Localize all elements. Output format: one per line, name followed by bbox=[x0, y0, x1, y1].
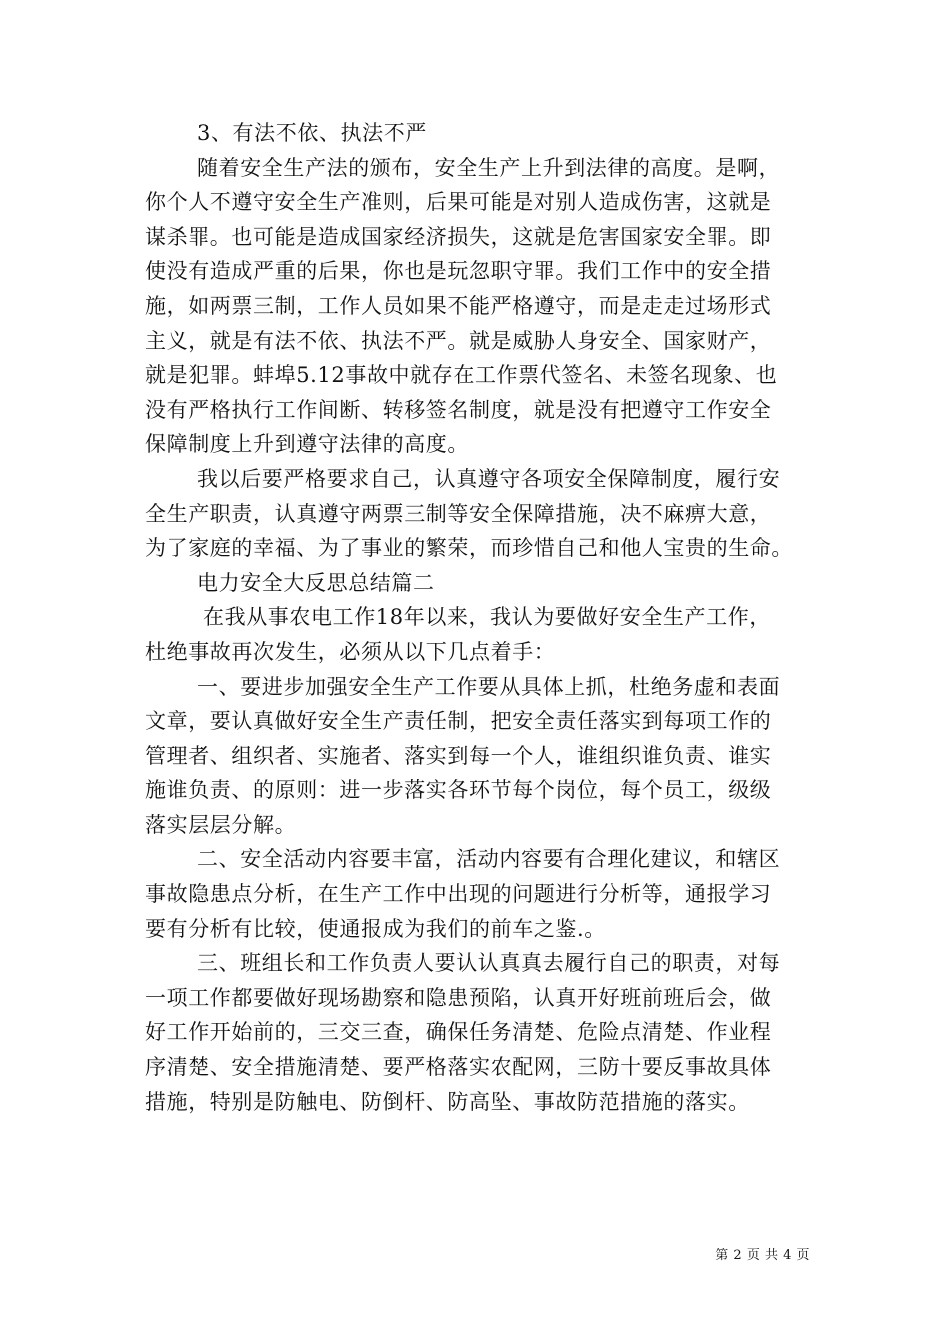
text-line: 序清楚、安全措施清楚、要严格落实农配网，三防十要反事故具体 bbox=[145, 1055, 772, 1080]
text-line: 一、要进步加强安全生产工作要从具体上抓，杜绝务虚和表面 bbox=[197, 674, 781, 699]
text-line: 二、安全活动内容要丰富，活动内容要有合理化建议，和辖区 bbox=[197, 847, 781, 872]
text-line: 杜绝事故再次发生，必须从以下几点着手： bbox=[145, 639, 556, 664]
text-line: 没有严格执行工作间断、转移签名制度，就是没有把遵守工作安全 bbox=[145, 397, 772, 422]
text-line: 一项工作都要做好现场勘察和隐患预陷，认真开好班前班后会，做 bbox=[145, 985, 772, 1010]
text-line: 主义，就是有法不依、执法不严。就是威胁人身安全、国家财产， bbox=[145, 328, 772, 353]
text-line: 为了家庭的幸福、为了事业的繁荣，而珍惜自己和他人宝贵的生命。 bbox=[145, 536, 793, 561]
text-line: 措施，特别是防触电、防倒杆、防高坠、事故防范措施的落实。 bbox=[145, 1089, 750, 1114]
page-number: 第 2 页 共 4 页 bbox=[715, 1248, 810, 1263]
text-line: 好工作开始前的，三交三查，确保任务清楚、危险点清楚、作业程 bbox=[145, 1020, 772, 1045]
text-line: 就是犯罪。蚌埠5.12事故中就存在工作票代签名、未签名现象、也 bbox=[145, 363, 778, 388]
text-line: 我以后要严格要求自己，认真遵守各项安全保障制度，履行安 bbox=[197, 466, 781, 491]
text-line: 谋杀罪。也可能是造成国家经济损失，这就是危害国家安全罪。即 bbox=[145, 224, 772, 249]
document-body bbox=[145, 116, 807, 1119]
text-line: 三、班组长和工作负责人要认认真真去履行自己的职责，对每 bbox=[197, 951, 781, 976]
text-line: 全生产职责，认真遵守两票三制等安全保障措施，决不麻痹大意， bbox=[145, 501, 772, 526]
text-line: 使没有造成严重的后果，你也是玩忽职守罪。我们工作中的安全措 bbox=[145, 259, 772, 284]
text-line: 施谁负责、的原则：进一步落实各环节每个岗位，每个员工，级级 bbox=[145, 778, 772, 803]
text-line: 管理者、组织者、实施者、落实到每一个人，谁组织谁负责、谁实 bbox=[145, 743, 772, 768]
text-line: 在我从事农电工作18年以来，我认为要做好安全生产工作， bbox=[203, 605, 771, 630]
text-line: 落实层层分解。 bbox=[145, 812, 297, 837]
section-heading: 电力安全大反思总结篇二 bbox=[197, 570, 435, 595]
text-line: 文章，要认真做好安全生产责任制，把安全责任落实到每项工作的 bbox=[145, 709, 772, 734]
text-line: 施，如两票三制，工作人员如果不能严格遵守，而是走走过场形式 bbox=[145, 293, 772, 318]
text-line: 要有分析有比较，使通报成为我们的前车之鉴.。 bbox=[145, 916, 606, 941]
text-line: 你个人不遵守安全生产准则，后果可能是对别人造成伤害，这就是 bbox=[145, 190, 772, 215]
section-heading: 3、有法不依、执法不严 bbox=[197, 121, 427, 145]
text-line: 随着安全生产法的颁布，安全生产上升到法律的高度。是啊， bbox=[197, 155, 781, 180]
text-line: 保障制度上升到遵守法律的高度。 bbox=[145, 432, 469, 457]
text-line: 事故隐患点分析，在生产工作中出现的问题进行分析等，通报学习 bbox=[145, 882, 772, 907]
